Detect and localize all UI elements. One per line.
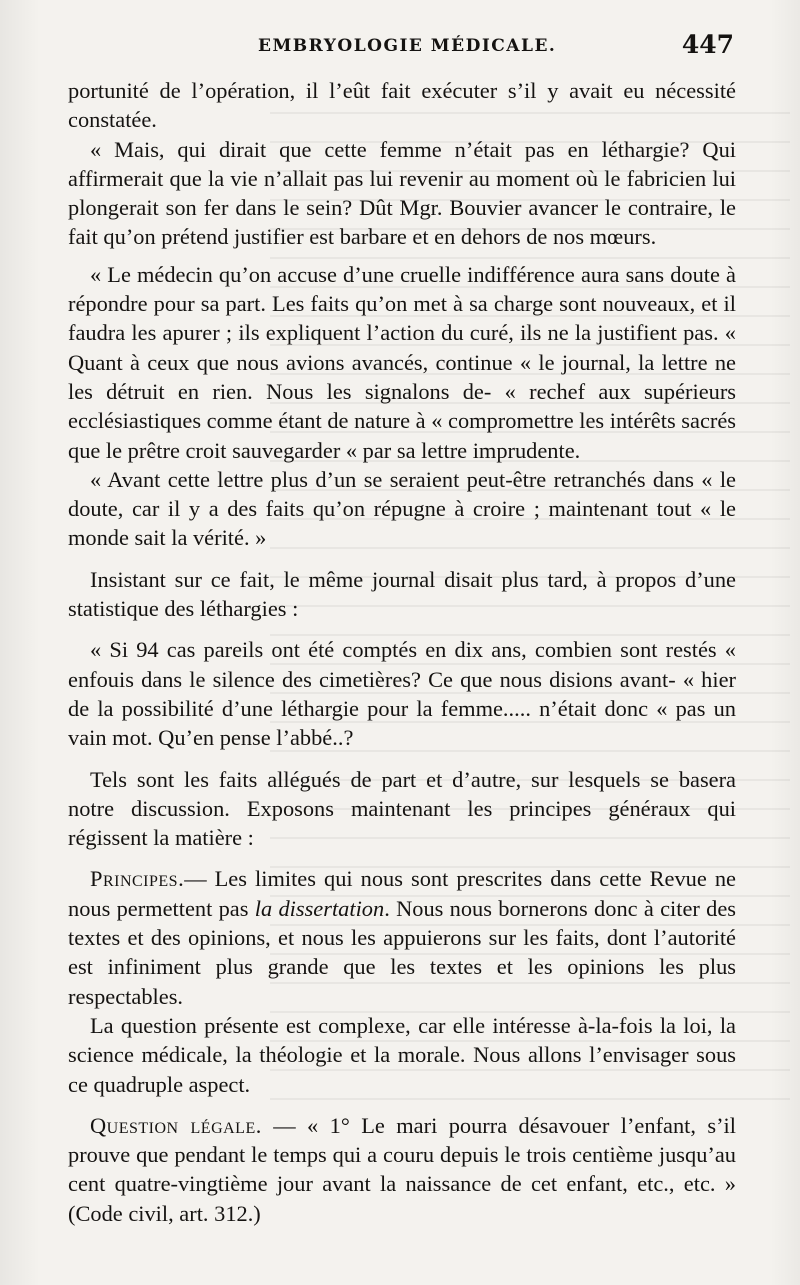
paragraph-3	[68, 260, 736, 465]
paragraph-text: « Mais, qui dirait que cette femme n’était pas en léthargie? Qui affirmerait que la vie n’allait pas lui revenir au moment où le fabricien lui plongerait son fer dans le sein? Dût Mgr. Bouvier avancer le contraire, le fait qu’on prétend justifier est barbare et en dehors de nos mœurs.	[68, 136, 736, 250]
paragraph-2	[68, 135, 736, 252]
paragraph-1	[68, 76, 736, 135]
paragraph-text: Insistant sur ce fait, le même journal disait plus tard, à propos d’une statistique des léthargies :	[68, 566, 736, 622]
paragraph-text: « Le médecin qu’on accuse d’une cruelle indifférence aura sans doute à répondre pour sa part. Les faits qu’on met à sa charge sont nouveaux, et il faudra les apurer ; ils expliquent l’action du curé, ils ne la justifient pas. « Quant à ceux que nous avions avancés, continue « le journal, la lettre ne les détruit en rien. Nous les signalons de- « rechef aux supérieurs ecclésiastiques comme étant de nature à « compromettre les intérêts sacrés que le prêtre croit sauvegarder « par sa lettre imprudente.	[68, 261, 736, 463]
paragraph-8	[68, 864, 736, 1010]
paragraph-10	[68, 1111, 736, 1228]
italic-term: la dissertation	[254, 895, 385, 921]
section-heading: Question légale.	[90, 1112, 262, 1138]
paragraph-text: Tels sont les faits allégués de part et d’autre, sur lesquels se basera notre discussion. Exposons maintenant les principes généraux qui régissent la matière :	[68, 766, 736, 851]
running-head: EMBRYOLOGIE MÉDICALE.	[258, 36, 557, 56]
body-text	[68, 76, 736, 1228]
paragraph-text: La question présente est complexe, car elle intéresse à-la-fois la loi, la science médicale, la théologie et la morale. Nous allons l’envisager sous ce quadruple aspect.	[68, 1012, 736, 1097]
paragraph-7	[68, 765, 736, 853]
paragraph-text: — Les limites qui nous sont prescrites dans cette Revue ne nous permettent pas	[68, 866, 736, 921]
page-header	[68, 30, 736, 76]
paragraph-text: — « 1° Le mari pourra désavouer l’enfant, s’il prouve que pendant le temps qui a couru depuis le trois centième jusqu’au cent quatre-vingtième jour avant la naissance de cet enfant, etc., etc. » (Code civil, art. 312.)	[68, 1112, 736, 1226]
paragraph-5	[68, 565, 736, 624]
paragraph-text: « Si 94 cas pareils ont été comptés en dix ans, combien sont restés « enfouis dans le silence des cimetières? Ce que nous disions avant- « hier de la possibilité d’une léthargie pour la femme..... n’était donc « pas un vain mot. Qu’en pense l’abbé..?	[68, 637, 736, 751]
paragraph-9	[68, 1011, 736, 1099]
paragraph-text: « Avant cette lettre plus d’un se seraient peut-être retranchés dans « le doute, car il y a des faits qu’on répugne à croire ; maintenant tout « le monde sait la vérité. »	[68, 466, 736, 551]
section-heading: Principes.	[90, 866, 185, 892]
paragraph-6	[68, 635, 736, 752]
paragraph-text: portunité de l’opération, il l’eût fait exécuter s’il y avait eu nécessité constatée.	[68, 78, 736, 133]
paragraph-4	[68, 465, 736, 553]
paragraph-text: . Nous nous bornerons donc à citer des textes et des opinions, et nous les appuierons sur les faits, dont l’autorité est infiniment plus grande que les textes et les opinions les plus respectables.	[68, 895, 736, 1009]
page-number: 447	[681, 30, 734, 59]
